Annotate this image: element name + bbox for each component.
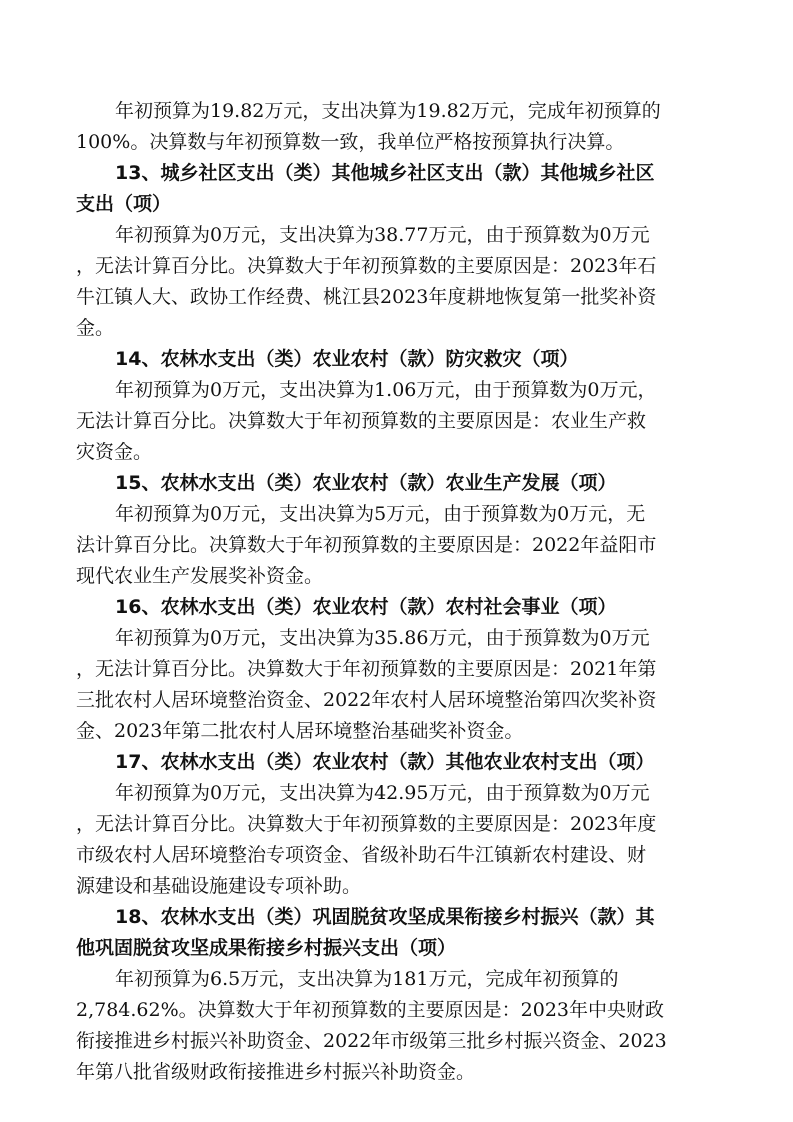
paragraph-line: 年初预算为0万元，支出决算为35.86万元，由于预算数为0万元 <box>115 627 650 649</box>
paragraph-line: 法计算百分比。决算数大于年初预算数的主要原因是：2022年益阳市 <box>76 534 657 556</box>
paragraph-line: ，无法计算百分比。决算数大于年初预算数的主要原因是：2021年第 <box>76 658 657 680</box>
paragraph-line: 金、2023年第二批农村人居环境整治基础奖补资金。 <box>76 720 524 742</box>
paragraph-line: 年初预算为6.5万元，支出决算为181万元，完成年初预算的 <box>115 968 619 990</box>
section-heading-15: 15、农林水支出（类）农业农村（款）农业生产发展（项） <box>115 472 617 494</box>
section-heading-17: 17、农林水支出（类）农业农村（款）其他农业农村支出（项） <box>115 751 655 773</box>
paragraph-line: 牛江镇人大、政协工作经费、桃江县2023年度耕地恢复第一批奖补资 <box>76 286 657 308</box>
paragraph-line: 年第八批省级财政衔接推进乡村振兴补助资金。 <box>76 1061 476 1083</box>
paragraph-line: 年初预算为0万元，支出决算为38.77万元，由于预算数为0万元 <box>115 224 650 246</box>
section-heading-18: 18、农林水支出（类）巩固脱贫攻坚成果衔接乡村振兴（款）其 <box>115 906 655 928</box>
paragraph-line: 100%。决算数与年初预算数一致，我单位严格按预算执行决算。 <box>76 131 625 153</box>
paragraph-line: 2,784.62%。决算数大于年初预算数的主要原因是：2023年中央财政 <box>76 999 665 1021</box>
paragraph-line: 年初预算为19.82万元，支出决算为19.82万元，完成年初预算的 <box>115 100 661 122</box>
section-heading-16: 16、农林水支出（类）农业农村（款）农村社会事业（项） <box>115 596 617 618</box>
paragraph-line: 灾资金。 <box>76 441 153 463</box>
paragraph-line: 年初预算为0万元，支出决算为1.06万元，由于预算数为0万元， <box>115 379 657 401</box>
paragraph-line: ，无法计算百分比。决算数大于年初预算数的主要原因是：2023年度 <box>76 813 657 835</box>
section-heading-14: 14、农林水支出（类）农业农村（款）防灾救灾（项） <box>115 348 579 370</box>
paragraph-line: 金。 <box>76 317 115 339</box>
section-heading-13-cont: 支出（项） <box>76 193 172 215</box>
paragraph-line: 源建设和基础设施建设专项补助。 <box>76 875 362 897</box>
paragraph-line: ，无法计算百分比。决算数大于年初预算数的主要原因是：2023年石 <box>76 255 657 277</box>
paragraph-line: 现代农业生产发展奖补资金。 <box>76 565 324 587</box>
paragraph-line: 年初预算为0万元，支出决算为42.95万元，由于预算数为0万元 <box>115 782 650 804</box>
paragraph-line: 三批农村人居环境整治资金、2022年农村人居环境整治第四次奖补资 <box>76 689 657 711</box>
paragraph-line: 市级农村人居环境整治专项资金、省级补助石牛江镇新农村建设、财 <box>76 844 647 866</box>
paragraph-line: 衔接推进乡村振兴补助资金、2022年市级第三批乡村振兴资金、2023 <box>76 1030 667 1052</box>
section-heading-13: 13、城乡社区支出（类）其他城乡社区支出（款）其他城乡社区 <box>115 162 655 184</box>
paragraph-line: 无法计算百分比。决算数大于年初预算数的主要原因是：农业生产救 <box>76 410 647 432</box>
section-heading-18-cont: 他巩固脱贫攻坚成果衔接乡村振兴支出（项） <box>76 937 457 959</box>
paragraph-line: 年初预算为0万元，支出决算为5万元，由于预算数为0万元，无 <box>115 503 646 525</box>
